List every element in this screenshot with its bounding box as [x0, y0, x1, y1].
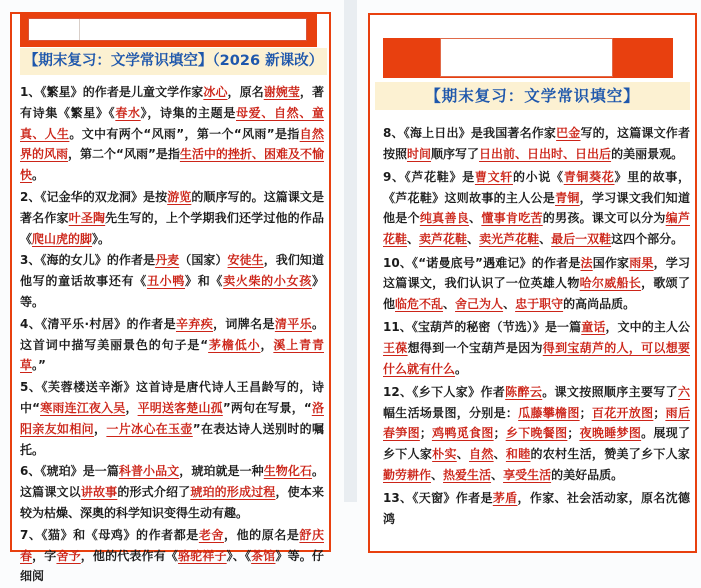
- text-segment: 这四个部分。: [611, 231, 684, 246]
- highlight-segment: 王葆: [383, 340, 408, 355]
- text-segment: 6、《琥珀》是一篇: [20, 464, 119, 479]
- highlight-segment: 母爱、自然、童真、人生: [20, 105, 324, 141]
- highlight-segment: 溪上青青草: [20, 337, 324, 373]
- text-segment: 的顺序写的。这篇课文是著名作家: [20, 189, 324, 225]
- text-segment: 》等。仔细阅: [20, 548, 324, 584]
- highlight-segment: 自然: [469, 446, 494, 461]
- highlight-segment: 瓜藤攀檐图: [518, 405, 580, 420]
- banner-red-block-left: [383, 38, 440, 77]
- highlight-segment: 享受生活: [503, 467, 552, 482]
- highlight-segment: 丹麦: [155, 253, 180, 268]
- highlight-segment: 时间: [407, 146, 432, 161]
- highlight-segment: 纯真善良: [419, 211, 470, 226]
- highlight-segment: 热爱生活: [443, 467, 492, 482]
- text-segment: 8、《海上日出》是我国著名作家: [383, 126, 557, 140]
- text-segment: 》等。: [20, 274, 324, 309]
- text-segment: 写的，这篇课文作者按照: [383, 126, 690, 161]
- banner-white-box: [440, 38, 613, 77]
- highlight-segment: 忠于职守: [515, 296, 564, 311]
- highlight-segment: 冰心: [203, 85, 228, 99]
- text-segment: ，: [125, 400, 138, 415]
- text-segment: ，词牌名是: [213, 316, 275, 331]
- right-page-content: [383, 123, 690, 532]
- text-segment: 的形式介绍了: [117, 485, 191, 500]
- text-segment: ；: [419, 426, 432, 441]
- left-page-title: 【期末复习：文学常识填空】（2026 新课改）: [20, 48, 327, 75]
- banner-divider: [79, 19, 80, 40]
- list-item: [383, 382, 690, 485]
- text-segment: 、: [503, 296, 516, 311]
- text-segment: 的小说《: [512, 170, 564, 185]
- highlight-segment: 法: [580, 255, 593, 270]
- text-segment: 。这篇课文以: [20, 464, 324, 500]
- text-segment: 7、《猫》和《母鸡》的作者都是: [20, 527, 199, 542]
- text-segment: 2、《记金华的双龙洞》是按: [20, 189, 168, 204]
- text-segment: 》。: [92, 231, 111, 246]
- text-segment: ”两句在写景，“: [222, 400, 312, 415]
- highlight-segment: 游览: [167, 189, 192, 204]
- list-item: [383, 167, 690, 249]
- text-segment: 国作家: [592, 255, 630, 270]
- text-segment: 幅生活场景图，分别是：: [383, 405, 519, 420]
- text-segment: 、: [469, 211, 482, 226]
- highlight-segment: 乡下晚餐图: [505, 426, 568, 441]
- list-item: [20, 82, 324, 186]
- list-item: [20, 461, 324, 523]
- highlight-segment: 茅檐低小: [208, 337, 261, 352]
- text-segment: 9、《芦花鞋》是: [383, 170, 475, 185]
- list-item: [20, 525, 324, 587]
- highlight-segment: 科普小品文: [118, 464, 180, 479]
- text-segment: 》和《: [185, 274, 224, 289]
- highlight-segment: 最后一双鞋: [551, 231, 612, 246]
- text-segment: ”在表达诗人送别时的嘱托。: [20, 421, 324, 457]
- text-segment: ，文中的主人公: [605, 320, 690, 335]
- text-segment: 顺序写了: [431, 146, 480, 161]
- highlight-segment: 卖光芦花鞋: [479, 231, 540, 246]
- highlight-segment: 鸡鸭觅食图: [431, 426, 494, 441]
- highlight-segment: 洛阳亲友如相问: [20, 400, 324, 436]
- list-item: [383, 317, 690, 379]
- text-segment: 的美丽景观。: [611, 146, 684, 161]
- highlight-segment: 夜晚睡梦图: [579, 426, 642, 441]
- text-segment: 13、《天窗》作者是: [383, 491, 493, 506]
- highlight-segment: 丑小鸭: [146, 274, 186, 289]
- page-gap: [344, 0, 357, 502]
- highlight-segment: 哈尔威船长: [579, 276, 642, 291]
- banner-red-block-right: [613, 38, 673, 77]
- highlight-segment: 和睦: [505, 446, 531, 461]
- highlight-segment: 谢婉莹: [263, 85, 300, 99]
- text-segment: 、: [491, 467, 504, 482]
- text-segment: 》里的故事，《芦花鞋》这则故事的主人公是: [383, 170, 690, 205]
- list-item: [383, 253, 690, 315]
- text-segment: 、: [443, 296, 456, 311]
- highlight-segment: 巴金: [556, 126, 581, 140]
- highlight-segment: 舒庆春: [20, 527, 324, 563]
- text-segment: ，字: [32, 548, 57, 563]
- highlight-segment: 生物化石: [263, 464, 312, 479]
- text-segment: ，歌颂了他: [383, 276, 690, 311]
- list-item: [20, 377, 324, 460]
- text-segment: 》，诗集的主题是: [140, 105, 236, 120]
- highlight-segment: 编芦花鞋: [383, 211, 690, 246]
- text-segment: 。课文按照顺序主要写了: [542, 385, 678, 400]
- text-segment: 、: [467, 231, 480, 246]
- text-segment: 。: [455, 361, 468, 376]
- highlight-segment: 舍己为人: [455, 296, 504, 311]
- highlight-segment: 临危不乱: [395, 296, 444, 311]
- highlight-segment: 舍予: [56, 548, 81, 563]
- highlight-segment: 辛弃疾: [175, 316, 214, 331]
- text-segment: ，使本来较为枯燥、深奥的科学知识变得生动有趣。: [20, 485, 324, 520]
- list-item: [383, 123, 690, 164]
- list-item: [20, 250, 324, 312]
- text-segment: 的农村生活，赞美了乡下人家: [530, 446, 690, 461]
- highlight-segment: 茶馆: [251, 548, 276, 563]
- list-item: [20, 314, 324, 376]
- text-segment: 。展现了乡下人家: [383, 426, 690, 461]
- highlight-segment: 卖火柴的小女孩: [223, 274, 312, 289]
- text-segment: ，: [260, 337, 274, 352]
- list-item: [20, 187, 324, 249]
- highlight-segment: 陈醉云: [505, 385, 543, 400]
- highlight-segment: 寒雨连江夜入吴: [40, 400, 126, 415]
- text-segment: 。”: [32, 358, 46, 373]
- header-banner-right: [383, 38, 673, 78]
- banner-white-box: [28, 18, 307, 41]
- text-segment: ；: [653, 405, 666, 420]
- highlight-segment: 童话: [581, 320, 606, 335]
- highlight-segment: 骆驼祥子: [178, 548, 227, 563]
- highlight-segment: 朴实: [432, 446, 457, 461]
- text-segment: ，原名: [227, 85, 264, 99]
- highlight-segment: 爬山虎的脚: [32, 231, 93, 246]
- text-segment: ，: [94, 421, 107, 436]
- text-segment: 的男孩。课文可以分为: [542, 211, 666, 226]
- page-right: [368, 13, 697, 553]
- highlight-segment: 生活中的挫折、困难及不愉快: [20, 147, 324, 183]
- text-segment: 。文中有两个“风雨”，第一个“风雨”是指: [69, 126, 300, 141]
- highlight-segment: 叶圣陶: [68, 210, 106, 225]
- highlight-segment: 茅盾: [492, 491, 518, 506]
- text-segment: ，他的原名是: [224, 527, 300, 542]
- text-segment: ，我们知道他写的童话故事还有《: [20, 253, 324, 289]
- text-segment: ，著有诗集《繁星》《: [20, 85, 324, 120]
- right-page-title: 【期末复习：文学常识填空】: [375, 82, 690, 110]
- text-segment: ，学习这篇课文，我们认识了一位英雄人物: [383, 255, 690, 291]
- highlight-segment: 百花开放图: [591, 405, 654, 420]
- text-segment: 、: [456, 446, 470, 461]
- text-segment: 5、《芙蓉楼送辛渐》这首诗是唐代诗人王昌龄写的，诗中“: [20, 380, 324, 415]
- text-segment: ，琥珀就是一种: [179, 464, 264, 479]
- highlight-segment: 平明送客楚山孤: [137, 400, 223, 415]
- text-segment: 1、《繁星》的作者是儿童文学作家: [20, 85, 204, 99]
- text-segment: ，学习课文我们知道他是个: [383, 190, 690, 226]
- text-segment: 4、《清平乐·村居》的作者是: [20, 316, 176, 331]
- text-segment: 。这首词中描写美丽景色的句子是“: [20, 316, 324, 352]
- text-segment: 》、《: [226, 548, 252, 563]
- text-segment: 的高尚品质。: [563, 296, 636, 311]
- text-segment: 10、《“诺曼底号”遇难记》的作者是: [383, 255, 581, 270]
- text-segment: 、: [431, 467, 444, 482]
- highlight-segment: 日出前、日出时、日出后: [479, 146, 612, 161]
- header-banner-left: [20, 14, 317, 47]
- highlight-segment: 青铜葵花: [563, 170, 615, 185]
- text-segment: 的美好品质。: [551, 467, 624, 482]
- highlight-segment: 清平乐: [274, 316, 312, 331]
- highlight-segment: 雨后春笋图: [383, 405, 690, 441]
- text-segment: 想得到一个宝葫芦是因为: [407, 340, 543, 355]
- highlight-segment: 六: [677, 385, 690, 400]
- text-segment: 11、《宝葫芦的秘密（节选）》是一篇: [383, 320, 582, 335]
- page-left: [10, 12, 331, 584]
- highlight-segment: 琥珀的形成过程: [190, 485, 276, 500]
- highlight-segment: 卖芦花鞋: [419, 231, 468, 246]
- text-segment: 、: [539, 231, 552, 246]
- text-segment: ，第二个“风雨”是指: [68, 147, 180, 162]
- highlight-segment: 自然界的风雨: [20, 126, 324, 162]
- text-segment: 、: [493, 446, 506, 461]
- list-item: [383, 488, 690, 529]
- highlight-segment: 勤劳耕作: [383, 467, 432, 482]
- text-segment: 。: [32, 168, 45, 183]
- highlight-segment: 春水: [115, 105, 141, 120]
- highlight-segment: 讲故事: [80, 485, 118, 500]
- text-segment: ，他的代表作有《: [80, 548, 179, 563]
- text-segment: ；: [493, 426, 506, 441]
- text-segment: 12、《乡下人家》作者: [383, 385, 506, 400]
- text-segment: 先生写的，上个学期我们还学过他的作品《: [20, 210, 324, 246]
- text-segment: ，作家、社会活动家，原名沈德鸿: [383, 491, 690, 526]
- highlight-segment: 雨果: [629, 255, 654, 270]
- left-page-content: [20, 82, 324, 588]
- text-segment: （国家）: [179, 253, 228, 268]
- text-segment: 3、《海的女儿》的作者是: [20, 253, 156, 268]
- highlight-segment: 青铜: [555, 190, 580, 205]
- text-segment: ；: [567, 426, 580, 441]
- highlight-segment: 得到宝葫芦的人，可以想要什么就有什么: [383, 340, 690, 376]
- highlight-segment: 安徒生: [227, 253, 264, 268]
- text-segment: ；: [579, 405, 592, 420]
- highlight-segment: 曹文轩: [474, 170, 513, 185]
- text-segment: 、: [407, 231, 420, 246]
- highlight-segment: 一片冰心在玉壶: [106, 421, 193, 436]
- highlight-segment: 懂事肯吃苦: [481, 211, 543, 226]
- highlight-segment: 老舍: [198, 527, 224, 542]
